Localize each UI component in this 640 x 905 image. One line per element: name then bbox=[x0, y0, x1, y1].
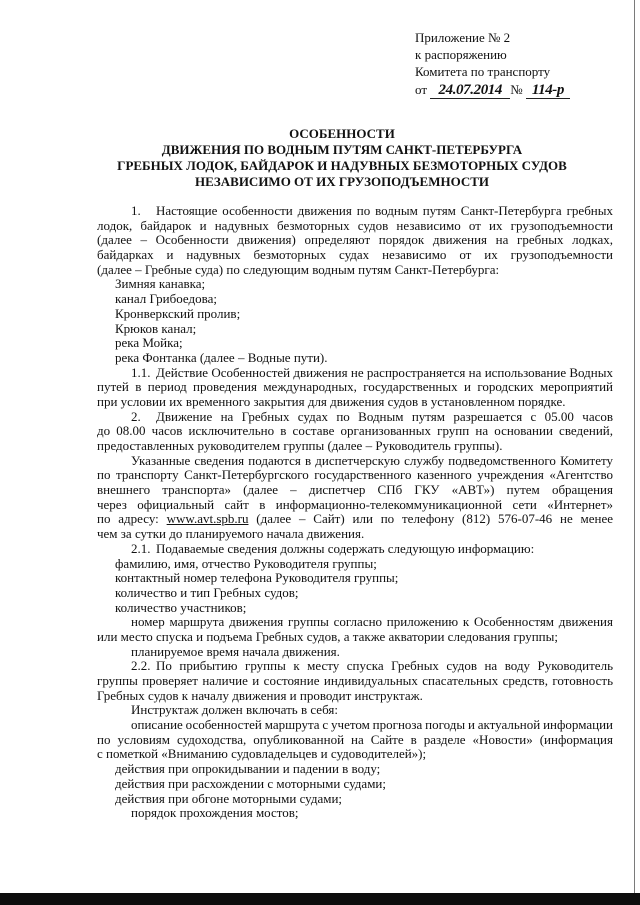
section-number: 2.1. bbox=[131, 540, 151, 556]
notice-line: чем за сутки до планируемого начала движения. bbox=[97, 526, 365, 542]
section-2-1-text: Подаваемые сведения должны содержать следующую информацию: bbox=[156, 540, 535, 556]
document-title bbox=[97, 126, 587, 190]
section-2-line: предоставленных руководителем группы (далее – Руководитель группы). bbox=[97, 438, 503, 453]
waterway-item: река Мойка; bbox=[115, 335, 183, 351]
section-number: 1. bbox=[131, 203, 141, 218]
waterway-item: Зимняя канавка; bbox=[115, 276, 206, 292]
section-1-line: (далее – Гребные суда) по следующим водным путям Санкт-Петербурга: bbox=[97, 261, 500, 277]
scan-bottom-border bbox=[0, 893, 640, 905]
approval-block bbox=[415, 29, 570, 100]
section-2-2-line: группы проверяет наличие и состояние индивидуальных спасательных средств, готовность bbox=[97, 673, 613, 688]
briefing-item: действия при обгоне моторными судами; bbox=[115, 790, 343, 806]
section-1-1-line: путей в период проведения международных, государственных и городских мероприятий bbox=[97, 379, 613, 395]
section-2-2-line bbox=[97, 659, 613, 674]
handwritten-order-number: 114-р bbox=[526, 82, 570, 99]
waterway-item: Кронверкский пролив; bbox=[115, 305, 241, 321]
required-info-item: контактный номер телефона Руководителя группы; bbox=[115, 570, 399, 586]
section-2-text: Движение на Гребных судах по Водным путям разрешается с 05.00 часов bbox=[156, 408, 613, 424]
address-suffix: (далее – Сайт) или по телефону (812) 576-07-46 не менее bbox=[256, 511, 614, 527]
section-1-line: (далее – Особенности движения) определяют порядок движения на гребных лодках, bbox=[97, 232, 613, 248]
required-info-start-time: планируемое время начала движения. bbox=[131, 643, 340, 659]
section-1-line bbox=[97, 204, 613, 219]
scan-right-edge bbox=[634, 0, 635, 893]
required-info-route: номер маршрута движения группы согласно приложению к Особенностям движения bbox=[131, 614, 613, 630]
required-info-route: или место спуска и подъема Гребных судов, а также акватории следования группы; bbox=[97, 628, 558, 644]
section-1-1-line bbox=[97, 366, 613, 381]
section-2-line bbox=[97, 410, 613, 425]
required-info-item: количество и тип Гребных судов; bbox=[115, 584, 299, 600]
title-line: НЕЗАВИСИМО ОТ ИХ ГРУЗОПОДЪЕМНОСТИ bbox=[194, 174, 490, 189]
notice-line: по транспорту Санкт-Петербургского государственного казенного учреждения «Агентство bbox=[97, 467, 613, 483]
document-body bbox=[97, 204, 613, 821]
committee-name: Комитета по транспорту bbox=[415, 64, 551, 79]
website-link: www.avt.spb.ru bbox=[166, 511, 249, 527]
required-info-item: фамилию, имя, отчество Руководителя группы; bbox=[115, 555, 377, 571]
briefing-description-line: описание особенностей маршрута с учетом прогноза погоды и актуальной информации bbox=[131, 717, 613, 733]
briefing-description-line: с пометкой «Вниманию судовладельцев и судоводителей»); bbox=[97, 746, 427, 762]
section-1-1-text: Действие Особенностей движения не распространяется на использование Водных bbox=[156, 364, 613, 380]
section-number: 2.2. bbox=[131, 658, 151, 674]
briefing-item: порядок прохождения мостов; bbox=[131, 805, 299, 821]
address-prefix: по адресу: bbox=[97, 511, 159, 527]
appendix-label: Приложение № 2 bbox=[415, 30, 511, 45]
order-reference: к распоряжению bbox=[415, 47, 507, 62]
section-1-line: байдарках и надувных безмоторных судах независимо от их грузоподъемности bbox=[97, 247, 613, 263]
section-1-text: Настоящие особенности движения по водным путям Санкт-Петербурга гребных bbox=[156, 203, 613, 218]
required-info-item: количество участников; bbox=[115, 599, 247, 615]
waterway-item: Крюков канал; bbox=[115, 320, 197, 336]
section-2-1-intro bbox=[97, 542, 613, 557]
section-1-line: лодок, байдарок и надувных безмоторных судов независимо от их грузоподъемности bbox=[97, 217, 613, 233]
section-number: 1.1. bbox=[131, 364, 151, 380]
briefing-item: действия при опрокидывании и падении в воду; bbox=[115, 761, 381, 777]
number-sign: № bbox=[510, 82, 523, 97]
notice-line: Указанные сведения подаются в диспетчерскую службу подведомственного Комитету bbox=[131, 452, 613, 468]
title-line: ДВИЖЕНИЯ ПО ВОДНЫМ ПУТЯМ САНКТ-ПЕТЕРБУРГА bbox=[161, 142, 523, 157]
handwritten-date: 24.07.2014 bbox=[430, 82, 510, 99]
briefing-item: действия при расхождении с моторными судами; bbox=[115, 775, 386, 791]
order-date-number bbox=[415, 80, 570, 100]
section-2-2-text: По прибытию группы к месту спуска Гребных судов на воду Руководитель bbox=[156, 658, 613, 674]
section-2-2-line: Гребных судов к началу движения и проводит инструктаж. bbox=[97, 687, 423, 703]
title-line: ГРЕБНЫХ ЛОДОК, БАЙДАРОК И НАДУВНЫХ БЕЗМОТОРНЫХ СУДОВ bbox=[117, 158, 567, 173]
notice-line: внешнего транспорта» (далее – диспетчер СПб ГКУ «АВТ») путем обращения bbox=[97, 482, 613, 498]
title-line: ОСОБЕННОСТИ bbox=[289, 126, 395, 141]
briefing-intro: Инструктаж должен включать в себя: bbox=[131, 702, 338, 718]
waterway-item: река Фонтанка (далее – Водные пути). bbox=[115, 349, 328, 365]
date-prefix: от bbox=[415, 82, 428, 97]
waterway-item: канал Грибоедова; bbox=[115, 291, 217, 307]
section-1-1-line: при условии их временного закрытия для движения судов в установленном порядке. bbox=[97, 393, 566, 409]
section-2-line: до 08.00 часов исключительно в составе организованных групп на основании сведений, bbox=[97, 423, 613, 439]
briefing-description-line: по условиям судоходства, опубликованной на Сайте в разделе «Новости» (информация bbox=[97, 731, 613, 747]
notice-line: через официальный сайт в информационно-телекоммуникационной сети «Интернет» bbox=[97, 496, 613, 512]
section-number: 2. bbox=[131, 408, 141, 424]
notice-address-line bbox=[97, 512, 613, 527]
